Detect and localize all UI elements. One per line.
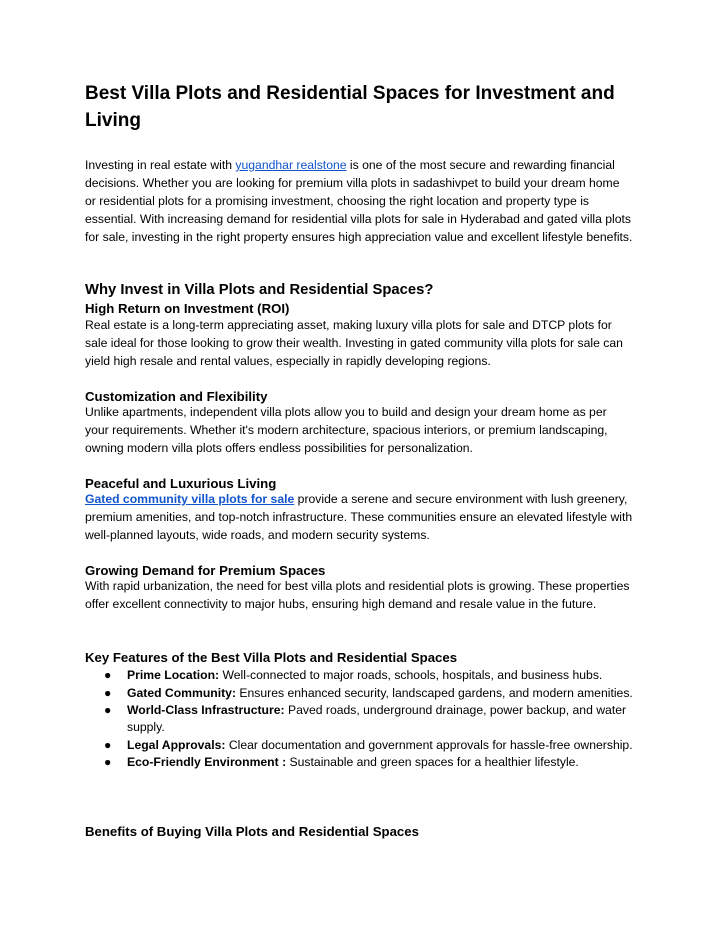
peaceful-living-text: provide a serene and secure environment with lush greenery, premium amenities, and top-notch infrastructure. These communities ensure an elevated lifestyle with well-planned layouts, wide roads, and modern security systems.: [85, 492, 633, 542]
list-item: [85, 737, 633, 754]
roi-heading: High Return on Investment (ROI): [85, 301, 290, 316]
feature-label: Gated Community:: [127, 685, 237, 700]
feature-text: Paved roads, underground drainage, power backup, and water supply.: [127, 703, 627, 734]
list-item: [85, 667, 633, 684]
page-title: Best Villa Plots and Residential Spaces for Investment and Living: [85, 83, 615, 131]
key-features-heading: Key Features of the Best Villa Plots and Residential Spaces: [85, 650, 458, 665]
benefits-heading: Benefits of Buying Villa Plots and Residential Spaces: [85, 824, 419, 839]
list-item: [85, 754, 633, 771]
growing-demand-heading: Growing Demand for Premium Spaces: [85, 563, 326, 578]
feature-text: Ensures enhanced security, landscaped gardens, and modern amenities.: [236, 685, 633, 700]
bullet-icon: ●: [104, 685, 112, 700]
features-list: [85, 667, 633, 772]
intro-text-rest: is one of the most secure and rewarding financial decisions. Whether you are looking for premium villa plots in sadashivpet to build your dream home or residential plots for a promising investment, choosing the right location and property type is essential. With increasing demand for residential villa plots for sale in Hyderabad and gated villa plots for sale, investing in the right property ensures high appreciation value and excellent lifestyle benefits.: [85, 158, 633, 244]
feature-text: Sustainable and green spaces for a healthier lifestyle.: [286, 755, 579, 769]
feature-label: Legal Approvals:: [127, 737, 226, 752]
why-invest-heading: Why Invest in Villa Plots and Residential Spaces?: [85, 282, 434, 298]
intro-text-start: Investing in real estate with: [85, 158, 236, 172]
roi-paragraph: Real estate is a long-term appreciating asset, making luxury villa plots for sale and DTCP plots for sale ideal for those looking to grow their wealth. Investing in gated community villa plots for sale can yield high resale and rental values, especially in rapidly developing regions.: [85, 318, 623, 368]
feature-text: Well-connected to major roads, schools, hospitals, and business hubs.: [219, 668, 603, 682]
bullet-icon: ●: [104, 703, 112, 717]
list-item: [85, 685, 633, 702]
feature-label: Prime Location:: [127, 668, 220, 682]
bullet-icon: ●: [104, 755, 112, 769]
peaceful-living-heading: Peaceful and Luxurious Living: [85, 476, 277, 491]
yugandhar-realstone-link[interactable]: yugandhar realstone: [235, 158, 347, 172]
feature-label: World-Class Infrastructure:: [127, 703, 285, 717]
customization-heading: Customization and Flexibility: [85, 389, 268, 404]
bullet-icon: ●: [104, 737, 112, 752]
list-item: [85, 702, 633, 736]
feature-text: Clear documentation and government approvals for hassle-free ownership.: [225, 737, 633, 752]
gated-community-link[interactable]: Gated community villa plots for sale: [85, 492, 295, 506]
customization-paragraph: Unlike apartments, independent villa plots allow you to build and design your dream home as per your requirements. Whether it's modern architecture, spacious interiors, or premium landscaping, owning modern villa plots offers endless possibilities for personalization.: [85, 405, 608, 455]
intro-paragraph: [85, 156, 633, 246]
growing-demand-paragraph: With rapid urbanization, the need for best villa plots and residential plots is growing. These properties offer excellent connectivity to major hubs, ensuring high demand and resale value in the future.: [85, 579, 630, 611]
feature-label: Eco-Friendly Environment :: [127, 755, 287, 769]
peaceful-living-paragraph: [85, 490, 633, 544]
bullet-icon: ●: [104, 668, 112, 682]
